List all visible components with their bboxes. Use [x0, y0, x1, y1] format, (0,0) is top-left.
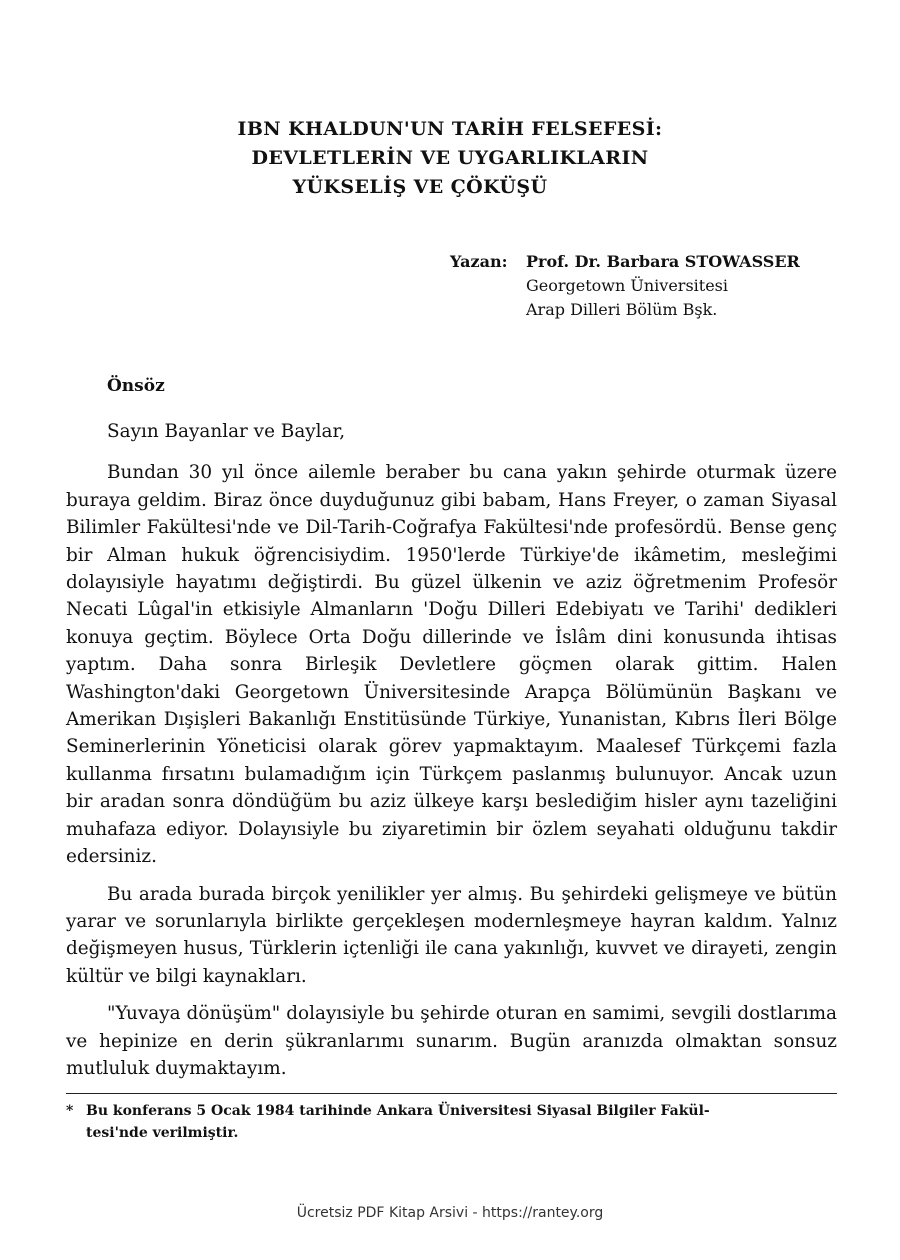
footnote-text: Bu konferans 5 Ocak 1984 tarihinde Ankara Üniversitesi Siyasal Bilgiler Fakül-	[86, 1103, 710, 1119]
paragraph-1: Bundan 30 yıl önce ailemle beraber bu cana yakın şehirde oturmak üzere buraya geldim. Biraz önce duyduğunuz gibi babam, Hans Freyer, o zaman Siyasal Bilimler Fakültesi'nde ve Dil-Tarih-Coğrafya Fakültesi'nde profesördü. Bense genç bir Alman hukuk öğrencisiydim. 1950'lerde Türkiye'de ikâmetim, mesleğimi dolayısiyle hayatımı değiştirdi. Bu güzel ülkenin ve aziz öğretmenim Profesör Necati Lûgal'in etkisiyle Almanların 'Doğu Dilleri Edebiyatı ve Tarihi' dedikleri konuya geçtim. Böylece Orta Doğu dillerinde ve İslâm dini konusunda ihtisas yaptım. Daha sonra Birleşik Devletlere göçmen olarak gittim. Halen Washington'daki Georgetown Üniversitesinde Arapça Bölümünün Başkanı ve Amerikan Dışişleri Bakanlığı Enstitüsünde Türkiye, Yunanistan, Kıbrıs İleri Bölge Seminerlerinin Yöneticisi olarak görev yapmaktayım. Maalesef Türkçemi fazla kullanma fırsatını bulamadığım için Türkçem paslanmış bulunuyor. Ancak uzun bir aradan sonra döndüğüm bu aziz ülkeye karşı beslediğim hisler aynı tazeliğini muhafaza ediyor. Dolayısiyle bu ziyaretimin bir özlem seyahati olduğunu takdir edersiniz.	[66, 462, 837, 868]
footnote-marker: *	[66, 1103, 74, 1119]
author-affiliation-2: Arap Dilleri Bölüm Bşk.	[526, 300, 718, 319]
footnote	[66, 1100, 837, 1144]
footnote-text-continued: tesi'nde verilmiştir.	[86, 1125, 239, 1141]
author-block	[450, 250, 850, 322]
article-title	[150, 115, 750, 202]
body-text	[66, 418, 837, 1092]
watermark: Ücretsiz PDF Kitap Arsivi - https://rantey.org	[296, 1205, 604, 1221]
title-line-2: DEVLETLERİN VE UYGARLIKLARIN	[251, 147, 649, 169]
paragraph-3: "Yuvaya dönüşüm" dolayısiyle bu şehirde oturan en samimi, sevgili dostlarıma ve hepinize en derin şükranlarımı sunarım. Bugün aranızda olmaktan sonsuz mutluluk duymaktayım.	[66, 1003, 837, 1079]
title-line-1: IBN KHALDUN'UN TARİH FELSEFESİ:	[237, 118, 663, 140]
author-affiliation-1: Georgetown Üniversitesi	[526, 276, 729, 295]
author-name: Prof. Dr. Barbara STOWASSER	[526, 252, 800, 271]
footnote-divider	[66, 1093, 837, 1094]
salutation: Sayın Bayanlar ve Baylar,	[107, 421, 346, 442]
paragraph-2: Bu arada burada birçok yenilikler yer almış. Bu şehirdeki gelişmeye ve bütün yarar ve sorunlarıyla birlikte gerçekleşen modernleşmeye hayran kaldım. Yalnız değişmeyen husus, Türklerin içtenliği ile cana yakınlığı, kuvvet ve dirayeti, zengin kültür ve bilgi kaynakları.	[66, 883, 837, 987]
author-label: Yazan:	[450, 252, 508, 271]
title-line-3: YÜKSELİŞ VE ÇÖKÜŞÜ	[292, 176, 548, 198]
section-heading: Önsöz	[107, 376, 165, 396]
